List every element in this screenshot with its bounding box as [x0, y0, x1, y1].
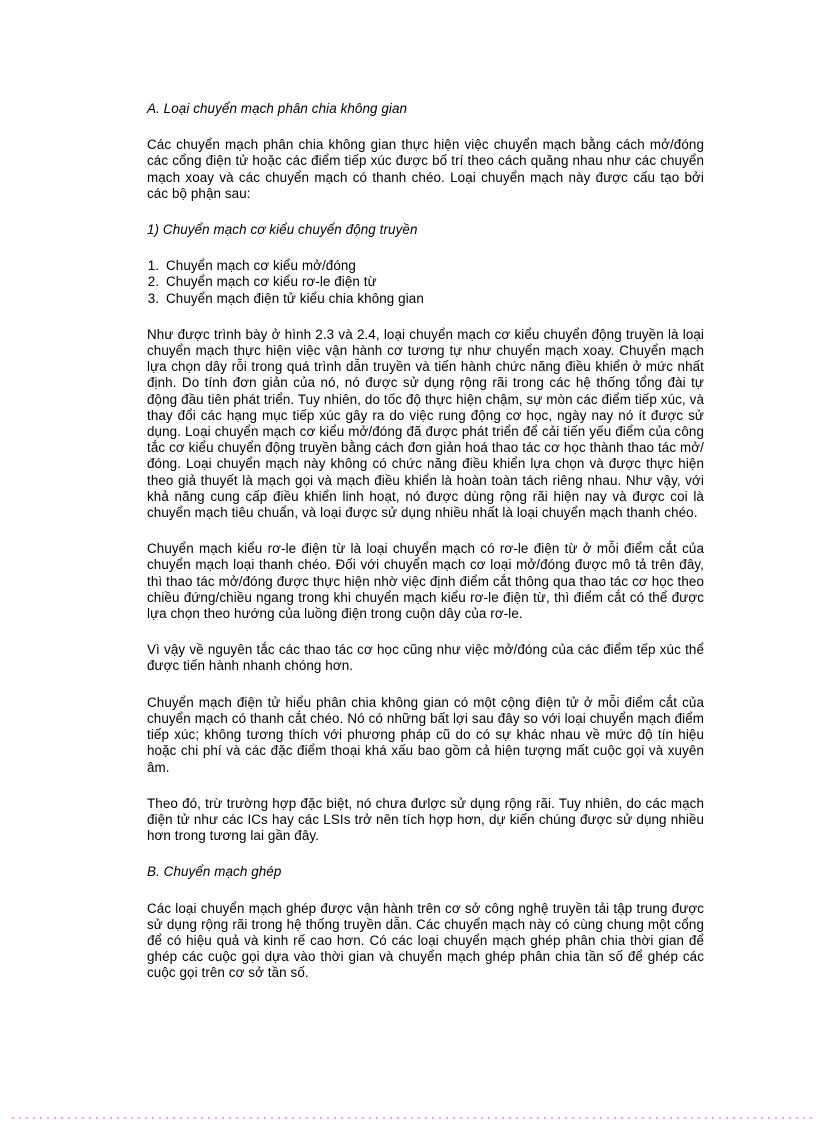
- paragraph-usage-outlook: Theo đó, trừ trường hợp đặc biệt, nó chưa đưlợc sử dụng rộng rãi. Tuy nhiên, do các mạch điện tử như các ICs hay các LSIs trở nên tích hợp hơn, dự kiến chúng được sử dụng nhiều hơn trong tương lai gần đây.: [147, 795, 704, 844]
- paragraph-space-division-intro: Các chuyển mạch phân chia không gian thực hiện việc chuyển mạch bằng cách mở/đóng các cổng điện tử hoặc các điểm tiếp xúc được bố trí theo cách quăng nhau như các chuyển mạch xoay và các chuyển mạch có thanh chéo. Loại chuyển mạch này được cấu tạo bởi các bộ phận sau:: [147, 137, 704, 201]
- paragraph-mechanical-switch: Như được trình bày ở hình 2.3 và 2.4, loại chuyển mạch cơ kiểu chuyển động truyền là loại chuyển mạch thực hiện việc vận hành cơ tương tự như chuyển mạch xoay. Chuyển mạch lựa chọn dây rỗi trong quá trình dẫn truyền và tiến hành chức năng điều khiển ở mức nhất định. Do tính đơn giản của nó, nó được sử dụng rộng rãi trong các hệ thống tổng đài tự động đầu tiên phát triển. Tuy nhiên, do tốc độ thực hiện chậm, sự mòn các điểm tiếp xúc, và thay đổi các hạng mục tiếp xúc gây ra do việc rung động cơ học, ngày nay nó ít được sử dụng. Loại chuyển mạch cơ kiểu mở/đóng đã được phát triển để cải tiến yếu điểm của công tắc cơ kiểu chuyển động truyền bằng cách đơn giản hoá thao tác cơ học thành thao tác mở/đóng. Loại chuyển mạch này không có chức năng điều khiển lựa chọn và được thực hiện theo giả thuyết là mạch gọi và mạch điều khiển là hoàn toàn tách riêng nhau. Như vậy, với khả năng cung cấp điều khiển linh hoạt, nó được dùng rộng rãi hiện nay và được coi là chuyển mạch tiêu chuẩn, và loại được sử dụng nhiều nhất là loại chuyển mạch thanh chéo.: [147, 326, 704, 521]
- paragraph-multiplex-switch: Các loại chuyển mạch ghép được vận hành trên cơ sở công nghệ truyền tải tập trung được sử dụng rộng rãi trong hệ thống truyền dẫn. Các chuyển mạch này có cùng chung một cổng để có hiệu quả và kinh rế cao hơn. Có các loại chuyển mạch ghép phân chia thời gian để ghép các cuộc gọi dựa vào thời gian và chuyển mạch ghép phân chia tần số để ghép các cuộc gọi trên cơ sở tần số.: [147, 900, 704, 981]
- paragraph-relay-switch: Chuyển mạch kiểu rơ-le điện từ là loại chuyển mạch có rơ-le điện từ ở mỗi điểm cắt của chuyển mạch loại thanh chéo. Đối với chuyển mạch cơ loại mở/đóng được mô tả trên đây, thì thao tác mở/đóng được thực hiện nhờ việc định điểm cắt thông qua thao tác cơ học theo chiều đứng/chiều ngang trong khi chuyển mạch kiểu rơ-le điện từ, thì điểm cắt có thể được lựa chọn theo hướng của luồng điện trong cuộn dây của rơ-le.: [147, 541, 704, 622]
- paragraph-operation-principle: Vì vậy về nguyên tắc các thao tác cơ học cũng như việc mở/đóng của các điểm tếp xúc thể được tiến hành nhanh chóng hơn.: [147, 642, 704, 674]
- section-heading-b: B. Chuyển mạch ghép: [147, 864, 282, 880]
- list-item-open-close-switch: 1. Chuyển mạch cơ kiểu mở/đóng: [163, 258, 704, 274]
- page-break-dotted-line: [12, 1117, 812, 1119]
- list-item-relay-switch: 2. Chuyển mạch cơ kiểu rơ-le điện từ: [163, 274, 704, 290]
- paragraph-electronic-space-switch: Chuyển mạch điện tử hiểu phân chia không gian có một cộng điện tử ở mỗi điểm cắt của chuyển mạch có thanh cắt chéo. Nó có những bất lợi sau đây so với loại chuyển mạch điểm tiếp xúc; không tương thích với phương pháp cũ do có sự khác nhau về mức độ tín hiệu hoặc chi phí và các đặc điểm thoại khá xấu bao gồm cả hiện tượng mất cuộc gọi và xuyên âm.: [147, 694, 704, 775]
- section-heading-1: 1) Chuyển mạch cơ kiểu chuyển động truyền: [147, 222, 418, 238]
- list-item-electronic-switch: 3. Chuyển mạch điện tử kiểu chia không gian: [163, 291, 704, 307]
- switch-types-list: [141, 258, 704, 307]
- section-heading-a: A. Loại chuyển mạch phân chia không gian: [147, 101, 408, 116]
- document-body: [147, 101, 704, 1002]
